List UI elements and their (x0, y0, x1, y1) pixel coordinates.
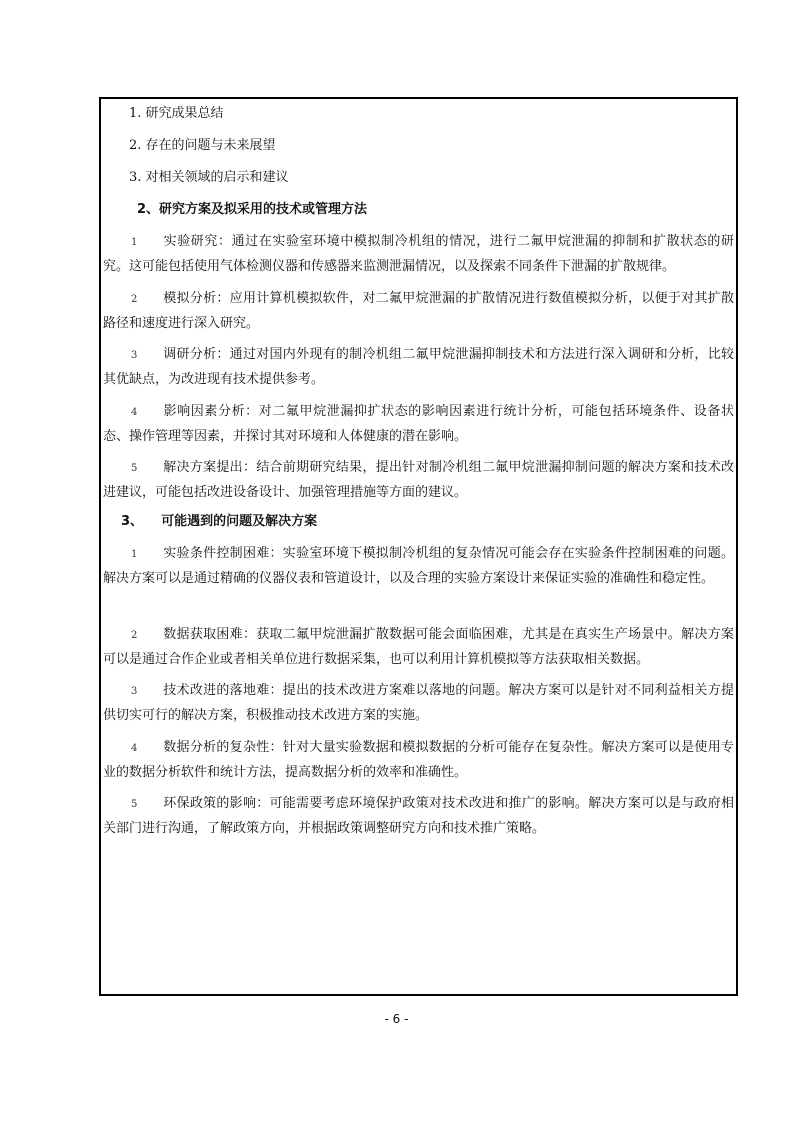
section-3-heading: 3、 可能遇到的问题及解决方案 (121, 514, 318, 529)
item-text: 解决方案提出：结合前期研究结果，提出针对制冷机组二氟甲烷泄漏抑制问题的解决方案和技术改进建议，可能包括改进设备设计、加强管理措施等方面的建议。 (103, 460, 734, 500)
item-text: 数据获取困难：获取二氟甲烷泄漏扩散数据可能会面临困难，尤其是在真实生产场景中。解决方案可以是通过合作企业或者相关单位进行数据采集，也可以利用计算机模拟等方法获取相关数据。 (103, 627, 734, 667)
item-text: 实验条件控制困难：实验室环境下模拟制冷机组的复杂情况可能会存在实验条件控制困难的问题。解决方案可以是通过精确的仪器仪表和管道设计，以及合理的实验方案设计来保证实验的准确性和稳定性。 (103, 546, 734, 586)
section-2-item-4 (103, 400, 734, 449)
content-frame (99, 97, 738, 996)
item-text: 影响因素分析：对二氟甲烷泄漏抑扩状态的影响因素进行统计分析，可能包括环境条件、设备状态、操作管理等因素，并探讨其对环境和人体健康的潜在影响。 (103, 404, 734, 444)
section-2-heading: 2、研究方案及拟采用的技术或管理方法 (137, 202, 368, 217)
item-number: 1 (131, 549, 138, 560)
item-number: 2 (131, 294, 138, 305)
section-3-item-4 (103, 736, 734, 785)
section-2-item-1 (103, 230, 734, 279)
item-text: 数据分析的复杂性：针对大量实验数据和模拟数据的分析可能存在复杂性。解决方案可以是使用专业的数据分析软件和统计方法，提高数据分析的效率和准确性。 (103, 740, 734, 780)
item-text: 实验研究：通过在实验室环境中模拟制冷机组的情况，进行二氟甲烷泄漏的抑制和扩散状态的研究。这可能包括使用气体检测仪器和传感器来监测泄漏情况，以及探索不同条件下泄漏的扩散规律。 (103, 234, 734, 274)
outline-item-3: 3. 对相关领域的启示和建议 (129, 170, 289, 185)
section-2-item-2 (103, 287, 734, 336)
section-2-item-5 (103, 456, 734, 505)
item-number: 1 (131, 237, 138, 248)
item-number: 4 (131, 743, 138, 754)
item-number: 4 (131, 407, 138, 418)
section-3-item-2 (103, 623, 734, 672)
item-text: 模拟分析：应用计算机模拟软件，对二氟甲烷泄漏的扩散情况进行数值模拟分析，以便于对其扩散路径和速度进行深入研究。 (103, 291, 734, 331)
page-number: - 6 - (384, 1012, 409, 1026)
outline-item-2: 2. 存在的问题与未来展望 (129, 138, 276, 153)
item-text: 环保政策的影响：可能需要考虑环境保护政策对技术改进和推广的影响。解决方案可以是与政府相关部门进行沟通，了解政策方向，并根据政策调整研究方向和技术推广策略。 (103, 796, 734, 836)
item-number: 2 (131, 630, 138, 641)
item-number: 5 (131, 463, 138, 474)
outline-item-1: 1. 研究成果总结 (129, 106, 224, 121)
item-number: 3 (131, 350, 138, 361)
item-text: 技术改进的落地难：提出的技术改进方案难以落地的问题。解决方案可以是针对不同利益相关方提供切实可行的解决方案，积极推动技术改进方案的实施。 (103, 683, 734, 723)
item-number: 5 (131, 799, 138, 810)
section-3-item-5 (103, 792, 734, 841)
item-number: 3 (131, 686, 138, 697)
section-2-item-3 (103, 343, 734, 392)
section-3-item-3 (103, 679, 734, 728)
item-text: 调研分析：通过对国内外现有的制冷机组二氟甲烷泄漏抑制技术和方法进行深入调研和分析，比较其优缺点，为改进现有技术提供参考。 (103, 347, 734, 387)
section-3-item-1 (103, 542, 734, 591)
